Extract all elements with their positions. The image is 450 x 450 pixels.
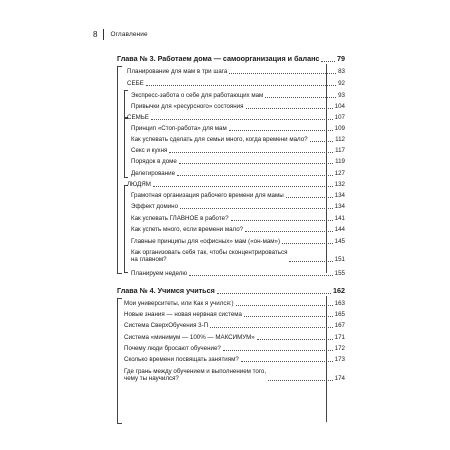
toc-entry[interactable]: ЛЮДЯМ 132 [127,181,345,188]
toc-entry[interactable]: Эффект домино 134 [131,203,345,210]
toc-entry[interactable]: Порядок в доме 119 [131,158,345,165]
toc-entry[interactable]: Сколько времени посвящать занятиям? 173 [124,356,345,363]
toc-entry[interactable]: Делегирование 127 [131,170,345,177]
toc-entry[interactable]: Система СверхОбучения 3-П 167 [124,322,345,329]
bracket-ch3 [117,66,122,274]
toc-entry[interactable]: СЕМЬЕ 107 [127,114,345,121]
toc-entry[interactable]: Как организовать себя так, чтобы сконцентрироваться на главном? 151 [131,249,345,263]
toc-entry[interactable]: Как успевать сделать для семьи много, когда времени мало? 112 [131,136,345,143]
running-title: Оглавление [110,31,148,38]
toc-entry[interactable]: Секс и кухня 117 [131,147,345,154]
toc-entry[interactable]: Как успевать ГЛАВНОЕ в работе? 141 [131,215,345,222]
toc-entry[interactable]: Планируем неделю 155 [131,270,345,277]
toc-entry[interactable]: Новые знания — новая нервная система 165 [124,311,345,318]
toc-entry[interactable]: Главные принципы для «офисных» мам («он-мам») 145 [131,238,345,245]
toc-entry[interactable]: Где грань между обучением и выполнением того, чему ты научился? 174 [124,368,345,382]
toc-entry[interactable]: Как успеть много, если времени мало? 144 [131,226,345,233]
toc-entry[interactable]: Планирование для мам в три шага 83 [127,68,345,75]
header-divider [103,29,104,40]
running-header [93,29,148,40]
toc-entry[interactable]: Грамотная организация рабочего времени для мамы 134 [131,192,345,199]
toc-entry[interactable]: Привычки для «ресурсного» состояния 104 [131,103,345,110]
toc-entry[interactable]: Экспресс-забота о себе для работающих мам 93 [131,92,345,99]
chapter-4-heading[interactable]: Глава № 4. Учимся учиться 162 [117,286,345,295]
toc-entry[interactable]: СЕБЕ 92 [127,80,345,87]
chapter-3-heading[interactable]: Глава № 3. Работаем дома — самоорганизация и баланс 79 [117,54,345,63]
bracket-lyudyam [124,185,128,273]
toc-entry[interactable]: Мои университеты, или Как я учился:) 163 [124,300,345,307]
bracket-ch4 [117,298,122,424]
toc-entry[interactable]: Почему люди бросают обучение? 172 [124,345,345,352]
page-number: 8 [93,30,98,39]
toc-entry[interactable]: Принцип «Стоп-работа» для мам 109 [131,125,345,132]
bracket-semye [124,117,128,178]
toc-entry[interactable]: Система «минимум — 100% — МАКСИМУМ» 171 [124,334,345,341]
